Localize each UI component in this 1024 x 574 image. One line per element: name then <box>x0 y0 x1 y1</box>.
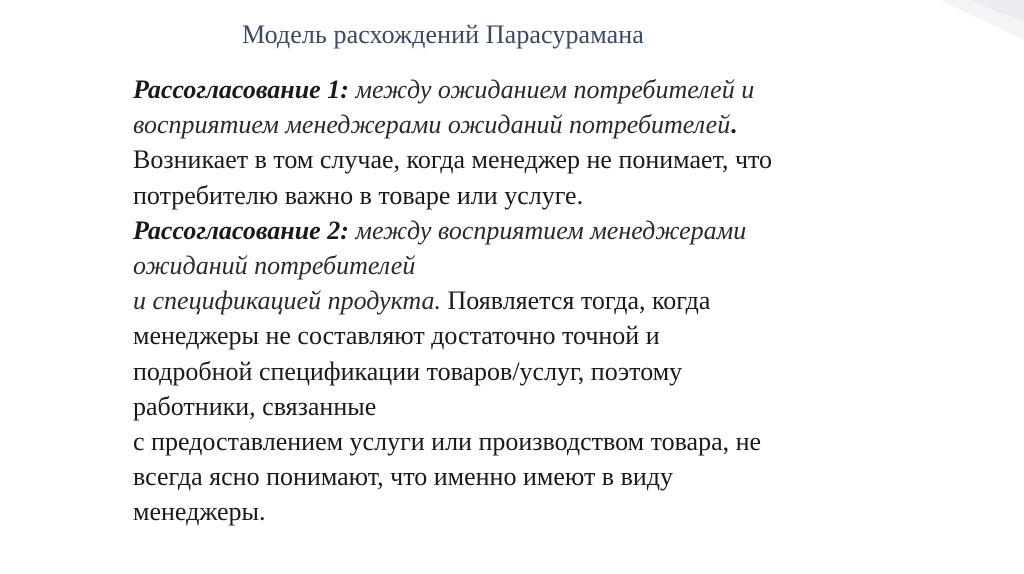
gap2-line-9: менеджеры. <box>133 497 266 527</box>
gap2-line-2: ожиданий потребителей <box>133 251 416 281</box>
gap1-line-4: потребителю важно в товаре или услуге. <box>133 180 584 210</box>
gap2-line-6: работники, связанные <box>133 391 377 421</box>
gap1-line-2 <box>133 107 893 142</box>
gap2-line-4: менеджеры не составляют достаточно точной и <box>133 321 660 351</box>
gap2-definition-part1: между восприятием менеджерами <box>348 215 747 245</box>
gap1-line-3: Возникает в том случае, когда менеджер не понимает, что <box>133 145 773 175</box>
gap1-line-1 <box>133 72 893 107</box>
slide-body <box>133 72 893 530</box>
gap2-definition-part3: и спецификацией продукта. <box>133 286 442 316</box>
gap1-label: Рассогласование 1: <box>133 75 349 104</box>
gap2-line-3 <box>133 283 893 318</box>
slide-title: Модель расхождений Парасурамана <box>242 20 644 49</box>
gap2-line-5: подробной спецификации товаров/услуг, поэтому <box>133 356 683 386</box>
gap2-explanation-start: Появляется тогда, когда <box>441 286 711 316</box>
gap1-period: . <box>730 110 737 140</box>
gap1-definition-part1: между ожиданием потребителей и <box>348 75 755 104</box>
gap1-definition-part2: восприятием менеджерами ожиданий потребителей <box>133 110 731 140</box>
gap2-line-7: с предоставлением услуги или производством товара, не <box>133 427 762 457</box>
gap2-line-8: всегда ясно понимают, что именно имеют в виду <box>133 462 673 492</box>
gap2-line-1 <box>133 213 893 248</box>
gap2-label: Рассогласование 2: <box>133 215 349 245</box>
